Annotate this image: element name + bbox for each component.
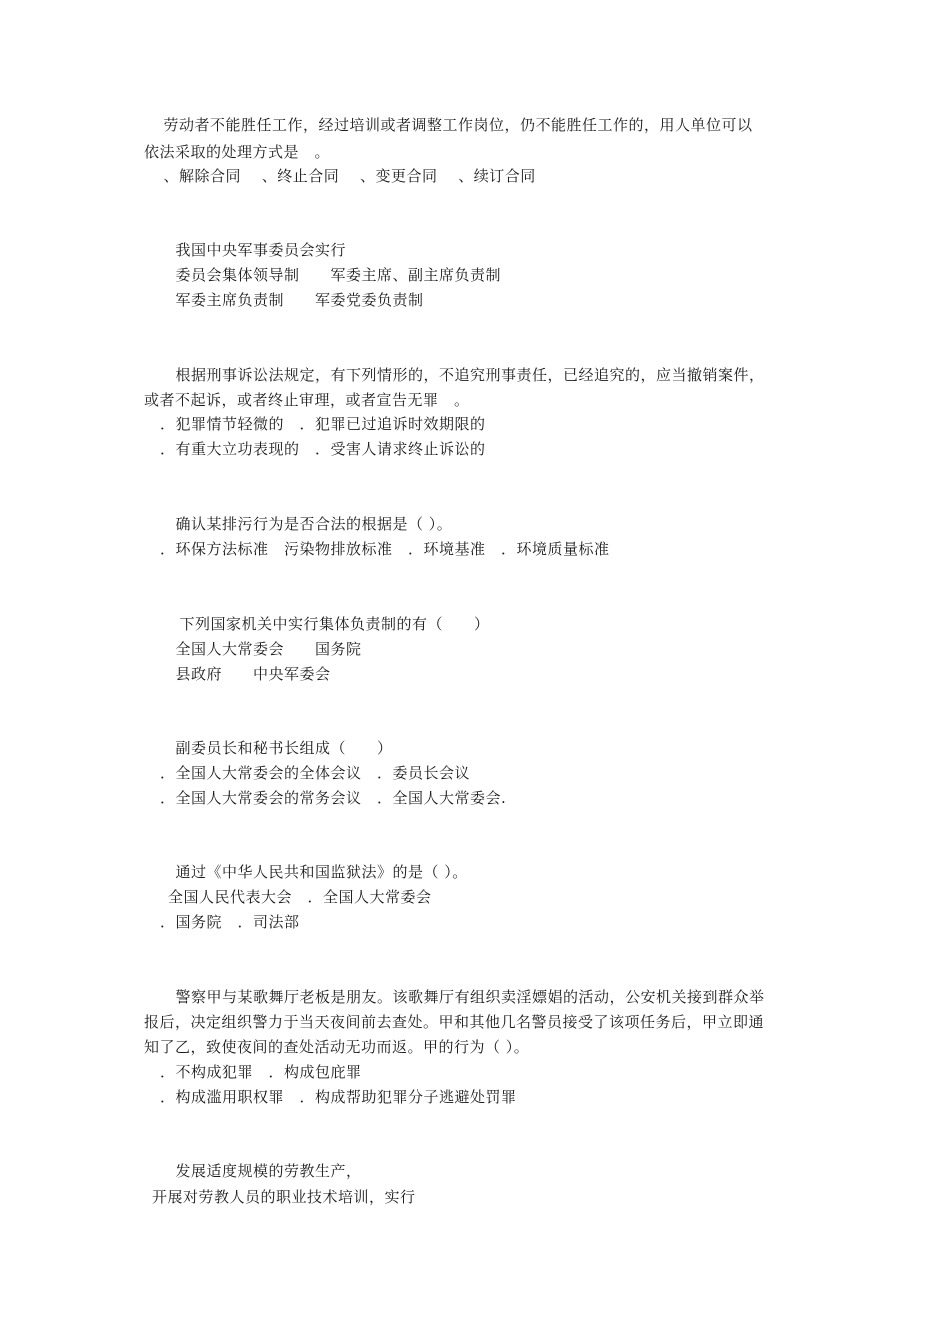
- q2-options-2: 军委主席负责制 军委党委负责制: [160, 291, 424, 309]
- q1-stem-line-1: 劳动者不能胜任工作，经过培训或者调整工作岗位，仍不能胜任工作的，用人单位可以: [148, 116, 753, 134]
- q7-options-2: ．国务院 ．司法部: [160, 913, 300, 931]
- q8-stem-line-1: 警察甲与某歌舞厅老板是朋友。该歌舞厅有组织卖淫嫖娼的活动，公安机关接到群众举: [160, 988, 765, 1006]
- q2-stem: 我国中央军事委员会实行: [160, 241, 347, 259]
- q9-line-2: 开展对劳教人员的职业技术培训，实行: [152, 1188, 416, 1206]
- q3-stem-line-1: 根据刑事诉讼法规定，有下列情形的，不追究刑事责任，已经追究的，应当撤销案件，: [160, 366, 765, 384]
- q5-stem: 下列国家机关中实行集体负责制的有（ ）: [164, 615, 490, 633]
- q5-options-1: 全国人大常委会 国务院: [160, 640, 362, 658]
- q7-options-1: 全国人民代表大会 ．全国人大常委会: [168, 888, 432, 906]
- q1-stem-line-2: 依法采取的处理方式是 。: [144, 143, 331, 161]
- q3-stem-line-2: 或者不起诉，或者终止审理，或者宣告无罪 。: [144, 391, 470, 409]
- q6-options-1: ．全国人大常委会的全体会议 ．委员长会议: [160, 764, 471, 782]
- q8-options-2: ．构成滥用职权罪 ．构成帮助犯罪分子逃避处罚罪: [160, 1088, 517, 1106]
- q6-stem: 副委员长和秘书长组成（ ）: [160, 739, 393, 757]
- q8-stem-line-2: 报后，决定组织警力于当天夜间前去查处。甲和其他几名警员接受了该项任务后，甲立即通: [144, 1013, 765, 1031]
- q4-options: ．环保方法标准 污染物排放标准 ．环境基准 ．环境质量标准: [160, 540, 610, 558]
- q8-stem-line-3: 知了乙，致使夜间的查处活动无功而返。甲的行为（ ）。: [144, 1038, 530, 1056]
- q9-line-1: 发展适度规模的劳教生产，: [160, 1162, 362, 1180]
- q8-options-1: ．不构成犯罪 ．构成包庇罪: [160, 1063, 362, 1081]
- q7-stem: 通过《中华人民共和国监狱法》的是（ ）。: [160, 863, 468, 881]
- q3-options-2: ．有重大立功表现的 ．受害人请求终止诉讼的: [160, 440, 486, 458]
- q1-options: 、解除合同 、终止合同 、变更合同 、续订合同: [148, 167, 536, 185]
- q2-options-1: 委员会集体领导制 军委主席、副主席负责制: [160, 266, 502, 284]
- q6-options-2: ．全国人大常委会的常务会议 ．全国人大常委会.: [160, 789, 507, 807]
- q5-options-2: 县政府 中央军委会: [160, 665, 331, 683]
- q3-options-1: ．犯罪情节轻微的 ．犯罪已过追诉时效期限的: [160, 415, 486, 433]
- q4-stem: 确认某排污行为是否合法的根据是（ ）。: [160, 515, 453, 533]
